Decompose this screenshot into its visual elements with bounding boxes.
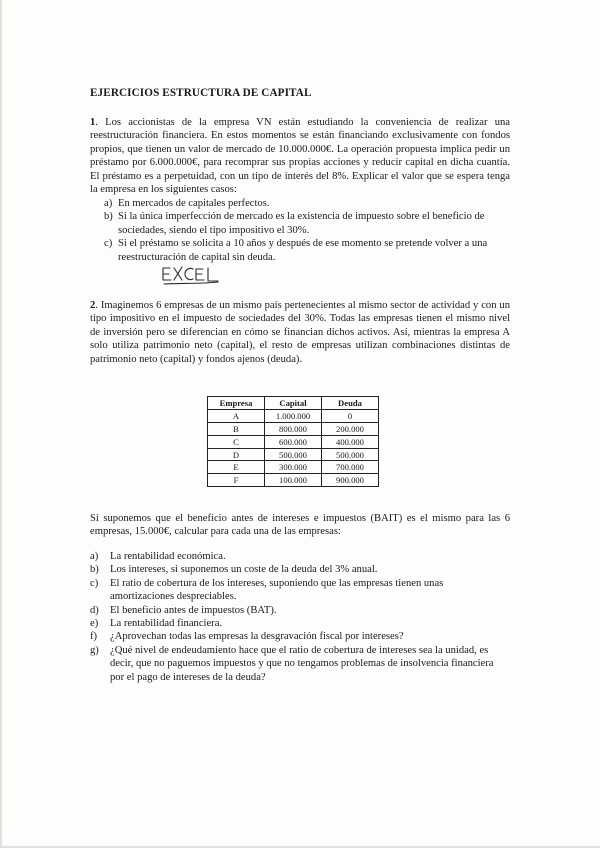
table-cell: 500.000 <box>322 448 379 461</box>
table-row <box>208 461 379 474</box>
list-item <box>90 617 510 630</box>
list-item <box>90 630 510 643</box>
list-item-text: En mercados de capitales perfectos. <box>118 198 270 209</box>
list-marker: d) <box>90 604 99 616</box>
exercise-2-statement <box>90 299 510 366</box>
column-header: Capital <box>265 397 322 410</box>
table-cell: F <box>208 474 265 487</box>
list-item-text: El beneficio antes de impuestos (BAT). <box>110 604 277 616</box>
table-row <box>208 422 379 435</box>
list-item-text: ¿Aprovechan todas las empresas la desgravación fiscal por intereses? <box>110 631 404 643</box>
table-cell: 700.000 <box>322 461 379 474</box>
list-item-text: La rentabilidad financiera. <box>110 618 223 630</box>
list-marker: c) <box>104 238 113 250</box>
table-cell: B <box>208 422 265 435</box>
exercise-2-number: 2 <box>90 300 96 311</box>
list-item-text: La rentabilidad económica. <box>110 551 226 562</box>
table-cell: 1.000.000 <box>265 409 322 422</box>
table-cell: 800.000 <box>265 422 322 435</box>
list-item-text: ¿Qué nivel de endeudamiento hace que el ratio de cobertura de intereses sea la unidad, es decir, que no paguemos impuestos y que no tengamos problemas de insolvencia financiera por el pago de intereses de la deuda? <box>110 644 494 683</box>
table-cell: 300.000 <box>265 461 322 474</box>
exercise-1-statement <box>90 116 510 196</box>
companies-table <box>207 396 379 487</box>
list-item <box>90 237 510 264</box>
list-marker: b) <box>90 564 99 576</box>
table-row <box>208 435 379 448</box>
exercise-1-cases <box>90 197 510 264</box>
list-item <box>90 197 510 210</box>
list-item-text: Si el préstamo se solicita a 10 años y después de ese momento se pretende volver a una reestructuración de capital sin deuda. <box>118 238 488 263</box>
list-item-text: Si la única imperfección de mercado es la existencia de impuesto sobre el beneficio de sociedades, siendo el tipo impositivo el 30%. <box>118 211 485 236</box>
list-item <box>90 577 510 604</box>
table-cell: 500.000 <box>265 448 322 461</box>
table-cell: 0 <box>322 409 379 422</box>
exercise-1-text: . Los accionistas de la empresa VN están estudiando la conveniencia de realizar una reestructuración financiera. En estos momentos se están financiando exclusivamente con fondos propios, que tienen un valor de mercado de 10.000.000€. La operación propuesta implica pedir un préstamo por 6.000.000€, para recomprar sus propias acciones y reducir capital en dicha cuantía. El préstamo es a perpetuidad, con un tipo de interés del 8%. Explicar el valor que se espera tenga la empresa en los siguientes casos: <box>90 117 510 196</box>
exercise-2-assumption: Si suponemos que el beneficio antes de intereses e impuestos (BAIT) es el mismo para las 6 empresas, 15.000€, calcular para cada una de las empresas: <box>90 513 510 538</box>
page-title: EJERCICIOS ESTRUCTURA DE CAPITAL <box>90 87 312 99</box>
list-item <box>90 644 510 684</box>
list-marker: a) <box>90 551 99 562</box>
column-header: Deuda <box>322 397 379 410</box>
handwritten-excel-note <box>160 262 230 288</box>
list-item <box>90 550 510 563</box>
scan-edge-left <box>0 0 2 848</box>
table-cell: 400.000 <box>322 435 379 448</box>
table-cell: D <box>208 448 265 461</box>
list-marker: b) <box>104 211 113 223</box>
list-marker: g) <box>90 644 99 656</box>
exercise-1-number: 1 <box>90 117 96 128</box>
list-marker: a) <box>104 198 113 209</box>
column-header: Empresa <box>208 397 265 410</box>
table-cell: A <box>208 409 265 422</box>
list-item-text: Los intereses, si suponemos un coste de la deuda del 3% anual. <box>110 564 378 576</box>
list-item-text: El ratio de cobertura de los intereses, suponiendo que las empresas tienen unas amortizaciones despreciables. <box>110 577 444 603</box>
list-item <box>90 210 510 237</box>
list-item <box>90 563 510 576</box>
table-row <box>208 409 379 422</box>
table-cell: 600.000 <box>265 435 322 448</box>
list-marker: c) <box>90 577 99 589</box>
table-header-row <box>208 397 379 410</box>
table-row <box>208 474 379 487</box>
table-cell: E <box>208 461 265 474</box>
list-item <box>90 604 510 617</box>
exercise-2-questions <box>90 550 510 684</box>
table-row <box>208 448 379 461</box>
exercise-2-text: . Imaginemos 6 empresas de un mismo país pertenecientes al mismo sector de actividad y con un tipo impositivo en el impuesto de sociedades del 30%. Todas las empresas tienen el mismo nivel de inversión pero se diferencian en cómo se financian dichos activos. Así, mientras la empresa A solo utiliza patrimonio neto (capital), el resto de empresas utilizan combinaciones distintas de patrimonio neto (capital) y fondos ajenos (deuda). <box>90 300 510 365</box>
table-cell: 900.000 <box>322 474 379 487</box>
table-cell: 200.000 <box>322 422 379 435</box>
list-marker: e) <box>90 618 99 630</box>
table-cell: C <box>208 435 265 448</box>
table-cell: 100.000 <box>265 474 322 487</box>
list-marker: f) <box>90 631 98 643</box>
